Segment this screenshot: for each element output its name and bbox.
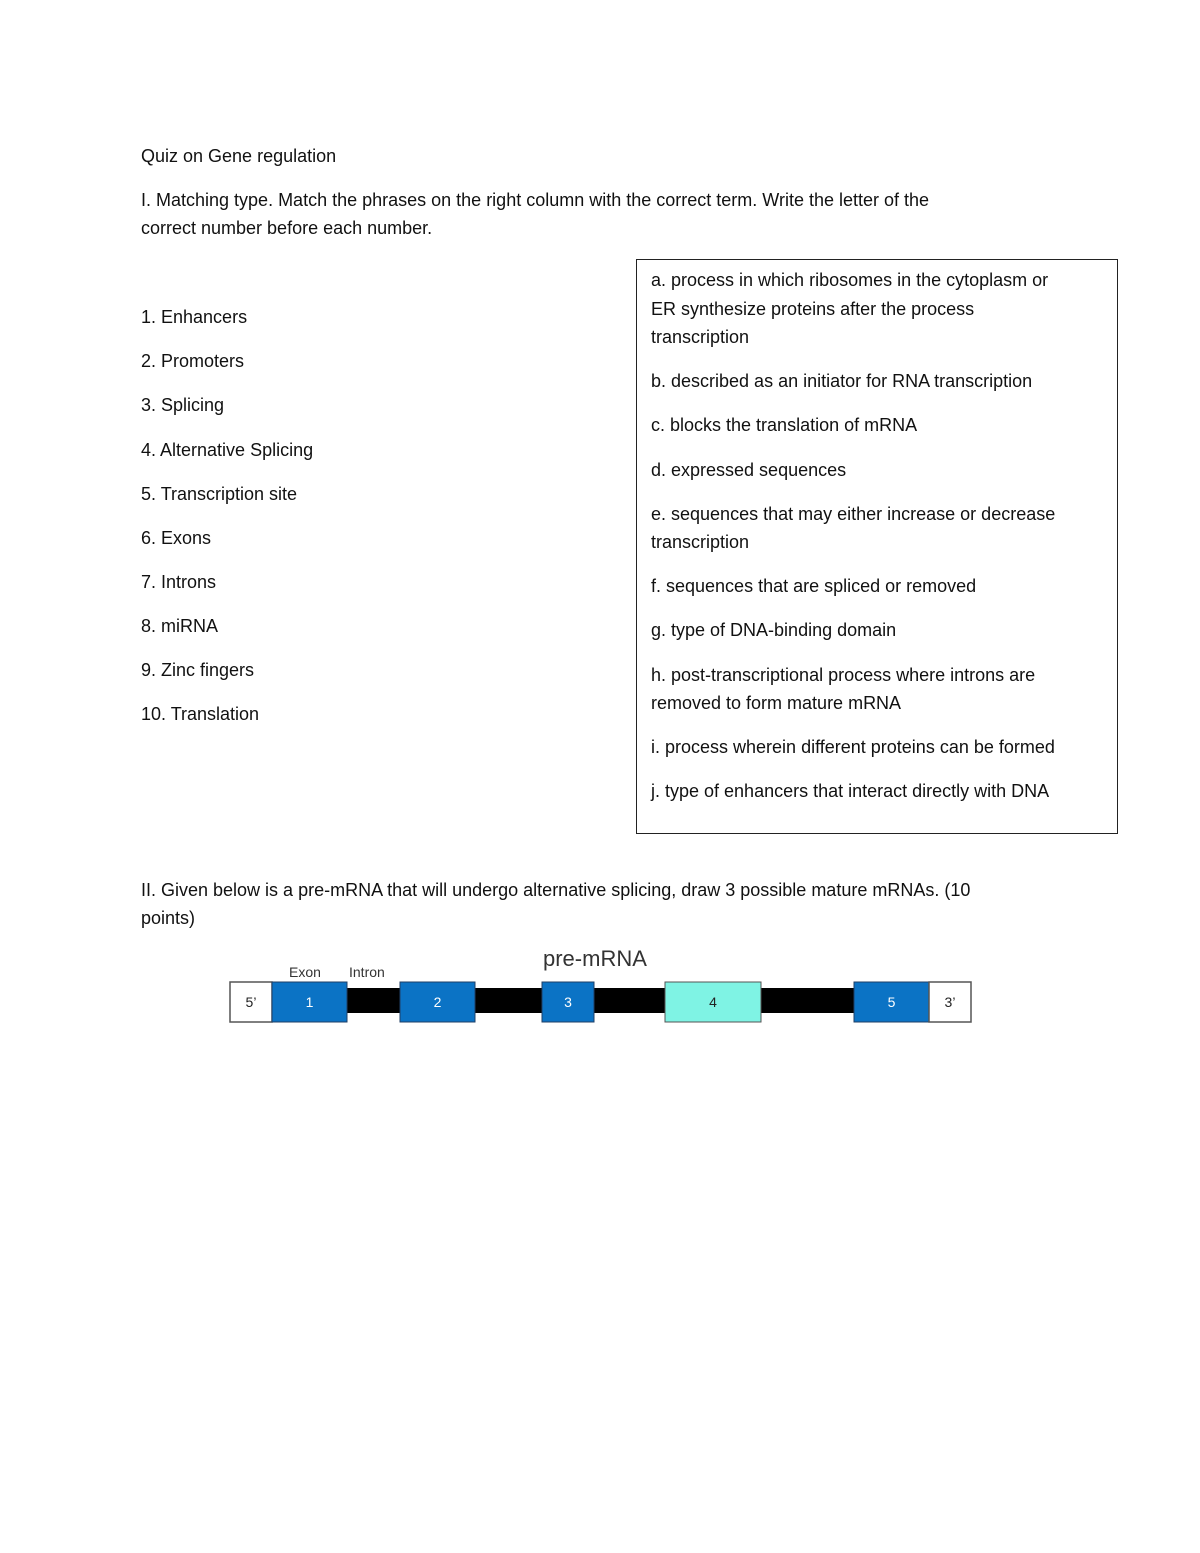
choice-c: c. blocks the translation of mRNA	[651, 415, 918, 435]
term-item: 5. Transcription site	[141, 484, 298, 504]
diagram-title: pre-mRNA	[543, 946, 647, 971]
choice-j: j. type of enhancers that interact directly with DNA	[651, 781, 1050, 801]
choice-i: i. process wherein different proteins can be formed	[651, 737, 1055, 757]
choice-a-line3: transcription	[651, 327, 750, 347]
choice-h-line1: h. post-transcriptional process where introns are	[651, 665, 1036, 685]
choice-h-line2: removed to form mature mRNA	[651, 693, 902, 713]
choice-e-line1: e. sequences that may either increase or decrease	[651, 504, 1056, 524]
exon-5-label: 5	[887, 994, 896, 1010]
pre-mrna-diagram	[218, 945, 983, 1033]
term-item: 1. Enhancers	[141, 307, 248, 327]
exon-4-label: 4	[709, 994, 717, 1010]
exon-label: Exon	[289, 964, 321, 980]
term-item: 3. Splicing	[141, 395, 225, 415]
term-item: 10. Translation	[141, 704, 260, 724]
section2-instructions-line1: II. Given below is a pre-mRNA that will undergo alternative splicing, draw 3 possible mature mRNAs. (10	[141, 880, 971, 900]
exon-2-label: 2	[433, 994, 442, 1010]
choice-d: d. expressed sequences	[651, 460, 847, 480]
term-item: 9. Zinc fingers	[141, 660, 255, 680]
exon-1-label: 1	[305, 994, 314, 1010]
choice-a-line2: ER synthesize proteins after the process	[651, 299, 975, 319]
choice-f: f. sequences that are spliced or removed	[651, 576, 977, 596]
intron-label: Intron	[349, 964, 385, 980]
choice-a-line1: a. process in which ribosomes in the cytoplasm or	[651, 270, 1049, 290]
section2-instructions-line2: points)	[141, 908, 196, 928]
choice-b: b. described as an initiator for RNA transcription	[651, 371, 1033, 391]
term-item: 6. Exons	[141, 528, 212, 548]
quiz-title: Quiz on Gene regulation	[141, 146, 337, 166]
section1-instructions-line2: correct number before each number.	[141, 218, 433, 238]
choice-e-line2: transcription	[651, 532, 750, 552]
choice-g: g. type of DNA-binding domain	[651, 620, 897, 640]
term-item: 8. miRNA	[141, 616, 219, 636]
section1-instructions-line1: I. Matching type. Match the phrases on the right column with the correct term. Write the letter of the	[141, 190, 930, 210]
term-item: 7. Introns	[141, 572, 217, 592]
five-prime-label: 5’	[245, 994, 257, 1010]
three-prime-label: 3’	[944, 994, 956, 1010]
term-item: 2. Promoters	[141, 351, 245, 371]
choices-box	[636, 259, 1118, 834]
term-item: 4. Alternative Splicing	[141, 440, 314, 460]
exon-3-label: 3	[564, 994, 572, 1010]
